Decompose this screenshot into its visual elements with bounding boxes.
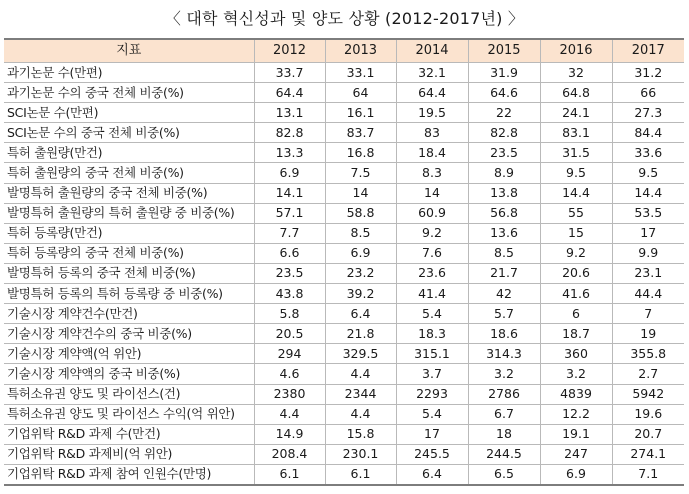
table-cell: 20.5 xyxy=(254,324,325,344)
table-cell: 66 xyxy=(612,83,684,103)
row-label: 과기논문 수(만편) xyxy=(4,63,254,83)
table-cell: 53.5 xyxy=(612,203,684,223)
table-row xyxy=(4,424,684,444)
table-cell: 64.4 xyxy=(254,83,325,103)
table-cell: 23.2 xyxy=(325,263,396,283)
table-cell: 23.1 xyxy=(612,263,684,283)
table-cell: 7 xyxy=(612,304,684,324)
table-cell: 4.4 xyxy=(325,364,396,384)
table-row xyxy=(4,243,684,263)
table-cell: 2786 xyxy=(468,384,540,404)
table-cell: 20.6 xyxy=(540,263,612,283)
table-cell: 9.5 xyxy=(612,163,684,183)
table-cell: 6 xyxy=(540,304,612,324)
table-cell: 18.3 xyxy=(396,324,468,344)
table-cell: 33.1 xyxy=(325,63,396,83)
table-cell: 9.9 xyxy=(612,243,684,263)
table-cell: 6.1 xyxy=(254,464,325,485)
table-cell: 39.2 xyxy=(325,284,396,304)
row-label: SCI논문 수의 중국 전체 비중(%) xyxy=(4,123,254,143)
table-header-row xyxy=(4,39,684,63)
table-cell: 20.7 xyxy=(612,424,684,444)
table-cell: 83.7 xyxy=(325,123,396,143)
table-cell: 2380 xyxy=(254,384,325,404)
table-cell: 32 xyxy=(540,63,612,83)
table-cell: 33.7 xyxy=(254,63,325,83)
table-cell: 6.1 xyxy=(325,464,396,485)
table-cell: 24.1 xyxy=(540,103,612,123)
table-cell: 5.4 xyxy=(396,404,468,424)
table-cell: 13.6 xyxy=(468,223,540,243)
table-cell: 5.4 xyxy=(396,304,468,324)
table-cell: 31.5 xyxy=(540,143,612,163)
table-cell: 9.2 xyxy=(396,223,468,243)
table-cell: 84.4 xyxy=(612,123,684,143)
table-cell: 355.8 xyxy=(612,344,684,364)
table-cell: 18.6 xyxy=(468,324,540,344)
table-row xyxy=(4,63,684,83)
table-row xyxy=(4,384,684,404)
table-cell: 230.1 xyxy=(325,444,396,464)
table-cell: 55 xyxy=(540,203,612,223)
row-label: 기술시장 계약액(억 위안) xyxy=(4,344,254,364)
table-cell: 6.5 xyxy=(468,464,540,485)
row-label: 특허소유권 양도 및 라이선스 수익(억 위안) xyxy=(4,404,254,424)
table-cell: 23.6 xyxy=(396,263,468,283)
table-cell: 33.6 xyxy=(612,143,684,163)
table-cell: 3.2 xyxy=(468,364,540,384)
table-cell: 6.4 xyxy=(325,304,396,324)
table-cell: 2.7 xyxy=(612,364,684,384)
table-cell: 57.1 xyxy=(254,203,325,223)
table-cell: 274.1 xyxy=(612,444,684,464)
row-label: 기업위탁 R&D 과제 참여 인원수(만명) xyxy=(4,464,254,485)
table-row xyxy=(4,344,684,364)
table-cell: 64 xyxy=(325,83,396,103)
table-cell: 5.7 xyxy=(468,304,540,324)
table-cell: 4839 xyxy=(540,384,612,404)
table-cell: 7.1 xyxy=(612,464,684,485)
table-cell: 360 xyxy=(540,344,612,364)
row-label: 특허 등록량(만건) xyxy=(4,223,254,243)
table-cell: 44.4 xyxy=(612,284,684,304)
table-cell: 41.4 xyxy=(396,284,468,304)
table-cell: 13.8 xyxy=(468,183,540,203)
table-cell: 2293 xyxy=(396,384,468,404)
table-cell: 8.3 xyxy=(396,163,468,183)
table-cell: 4.6 xyxy=(254,364,325,384)
table-cell: 6.7 xyxy=(468,404,540,424)
table-cell: 58.8 xyxy=(325,203,396,223)
table-cell: 27.3 xyxy=(612,103,684,123)
row-label: SCI논문 수(만편) xyxy=(4,103,254,123)
table-cell: 64.8 xyxy=(540,83,612,103)
table-row xyxy=(4,203,684,223)
table-row xyxy=(4,364,684,384)
table-cell: 82.8 xyxy=(468,123,540,143)
table-cell: 6.9 xyxy=(540,464,612,485)
table-cell: 16.8 xyxy=(325,143,396,163)
table-cell: 15 xyxy=(540,223,612,243)
table-body xyxy=(4,63,684,485)
table-row xyxy=(4,464,684,485)
table-cell: 21.8 xyxy=(325,324,396,344)
table-row xyxy=(4,304,684,324)
table-cell: 23.5 xyxy=(254,263,325,283)
table-cell: 7.6 xyxy=(396,243,468,263)
row-label: 발명특허 출원량의 특허 출원량 중 비중(%) xyxy=(4,203,254,223)
header-indicator: 지표 xyxy=(4,39,254,63)
table-cell: 19 xyxy=(612,324,684,344)
row-label: 발명특허 등록의 중국 전체 비중(%) xyxy=(4,263,254,283)
table-cell: 60.9 xyxy=(396,203,468,223)
table-cell: 17 xyxy=(612,223,684,243)
table-cell: 3.7 xyxy=(396,364,468,384)
table-title: 〈 대학 혁신성과 및 양도 상황 (2012-2017년) 〉 xyxy=(164,9,525,28)
table-cell: 8.5 xyxy=(468,243,540,263)
row-label: 특허 등록량의 중국 전체 비중(%) xyxy=(4,243,254,263)
row-label: 기업위탁 R&D 과제 수(만건) xyxy=(4,424,254,444)
table-cell: 19.1 xyxy=(540,424,612,444)
table-cell: 31.2 xyxy=(612,63,684,83)
table-cell: 14 xyxy=(325,183,396,203)
row-label: 기술시장 계약액의 중국 비중(%) xyxy=(4,364,254,384)
row-label: 특허 출원량(만건) xyxy=(4,143,254,163)
table-cell: 82.8 xyxy=(254,123,325,143)
table-cell: 9.5 xyxy=(540,163,612,183)
table-cell: 12.2 xyxy=(540,404,612,424)
table-row xyxy=(4,444,684,464)
table-cell: 3.2 xyxy=(540,364,612,384)
table-cell: 23.5 xyxy=(468,143,540,163)
table-cell: 7.7 xyxy=(254,223,325,243)
table-cell: 314.3 xyxy=(468,344,540,364)
row-label: 기술시장 계약건수의 중국 비중(%) xyxy=(4,324,254,344)
row-label: 특허 출원량의 중국 전체 비중(%) xyxy=(4,163,254,183)
table-cell: 245.5 xyxy=(396,444,468,464)
header-year: 2016 xyxy=(540,39,612,63)
table-cell: 83.1 xyxy=(540,123,612,143)
table-cell: 14.1 xyxy=(254,183,325,203)
table-cell: 19.5 xyxy=(396,103,468,123)
table-cell: 294 xyxy=(254,344,325,364)
table-row xyxy=(4,404,684,424)
row-label: 특허소유권 양도 및 라이선스(건) xyxy=(4,384,254,404)
table-cell: 14.4 xyxy=(612,183,684,203)
table-cell: 16.1 xyxy=(325,103,396,123)
row-label: 발명특허 등록의 특허 등록량 중 비중(%) xyxy=(4,284,254,304)
table-cell: 42 xyxy=(468,284,540,304)
table-cell: 6.4 xyxy=(396,464,468,485)
innovation-table xyxy=(4,38,684,486)
table-cell: 247 xyxy=(540,444,612,464)
table-cell: 17 xyxy=(396,424,468,444)
table-cell: 22 xyxy=(468,103,540,123)
table-cell: 83 xyxy=(396,123,468,143)
table-cell: 6.9 xyxy=(325,243,396,263)
table-cell: 13.3 xyxy=(254,143,325,163)
table-cell: 43.8 xyxy=(254,284,325,304)
header-year: 2015 xyxy=(468,39,540,63)
table-cell: 13.1 xyxy=(254,103,325,123)
table-cell: 14.9 xyxy=(254,424,325,444)
table-row xyxy=(4,324,684,344)
table-cell: 7.5 xyxy=(325,163,396,183)
row-label: 기술시장 계약건수(만건) xyxy=(4,304,254,324)
row-label: 과기논문 수의 중국 전체 비중(%) xyxy=(4,83,254,103)
table-cell: 4.4 xyxy=(325,404,396,424)
table-cell: 18.7 xyxy=(540,324,612,344)
table-row xyxy=(4,183,684,203)
table-row xyxy=(4,163,684,183)
table-row xyxy=(4,284,684,304)
table-row xyxy=(4,143,684,163)
table-cell: 2344 xyxy=(325,384,396,404)
table-cell: 329.5 xyxy=(325,344,396,364)
header-year: 2012 xyxy=(254,39,325,63)
table-row xyxy=(4,83,684,103)
table-cell: 64.4 xyxy=(396,83,468,103)
table-row xyxy=(4,223,684,243)
table-row xyxy=(4,263,684,283)
table-cell: 18.4 xyxy=(396,143,468,163)
table-cell: 56.8 xyxy=(468,203,540,223)
header-year: 2017 xyxy=(612,39,684,63)
table-cell: 315.1 xyxy=(396,344,468,364)
table-cell: 6.9 xyxy=(254,163,325,183)
table-row xyxy=(4,103,684,123)
header-year: 2014 xyxy=(396,39,468,63)
table-cell: 4.4 xyxy=(254,404,325,424)
table-cell: 244.5 xyxy=(468,444,540,464)
table-cell: 64.6 xyxy=(468,83,540,103)
table-cell: 5942 xyxy=(612,384,684,404)
table-row xyxy=(4,123,684,143)
table-cell: 19.6 xyxy=(612,404,684,424)
table-cell: 5.8 xyxy=(254,304,325,324)
table-cell: 31.9 xyxy=(468,63,540,83)
table-cell: 14.4 xyxy=(540,183,612,203)
table-cell: 8.9 xyxy=(468,163,540,183)
table-cell: 18 xyxy=(468,424,540,444)
table-cell: 21.7 xyxy=(468,263,540,283)
table-cell: 41.6 xyxy=(540,284,612,304)
table-cell: 14 xyxy=(396,183,468,203)
row-label: 기업위탁 R&D 과제비(억 위안) xyxy=(4,444,254,464)
table-cell: 6.6 xyxy=(254,243,325,263)
table-cell: 15.8 xyxy=(325,424,396,444)
table-cell: 8.5 xyxy=(325,223,396,243)
header-year: 2013 xyxy=(325,39,396,63)
table-cell: 32.1 xyxy=(396,63,468,83)
table-cell: 208.4 xyxy=(254,444,325,464)
row-label: 발명특허 출원량의 중국 전체 비중(%) xyxy=(4,183,254,203)
table-cell: 9.2 xyxy=(540,243,612,263)
